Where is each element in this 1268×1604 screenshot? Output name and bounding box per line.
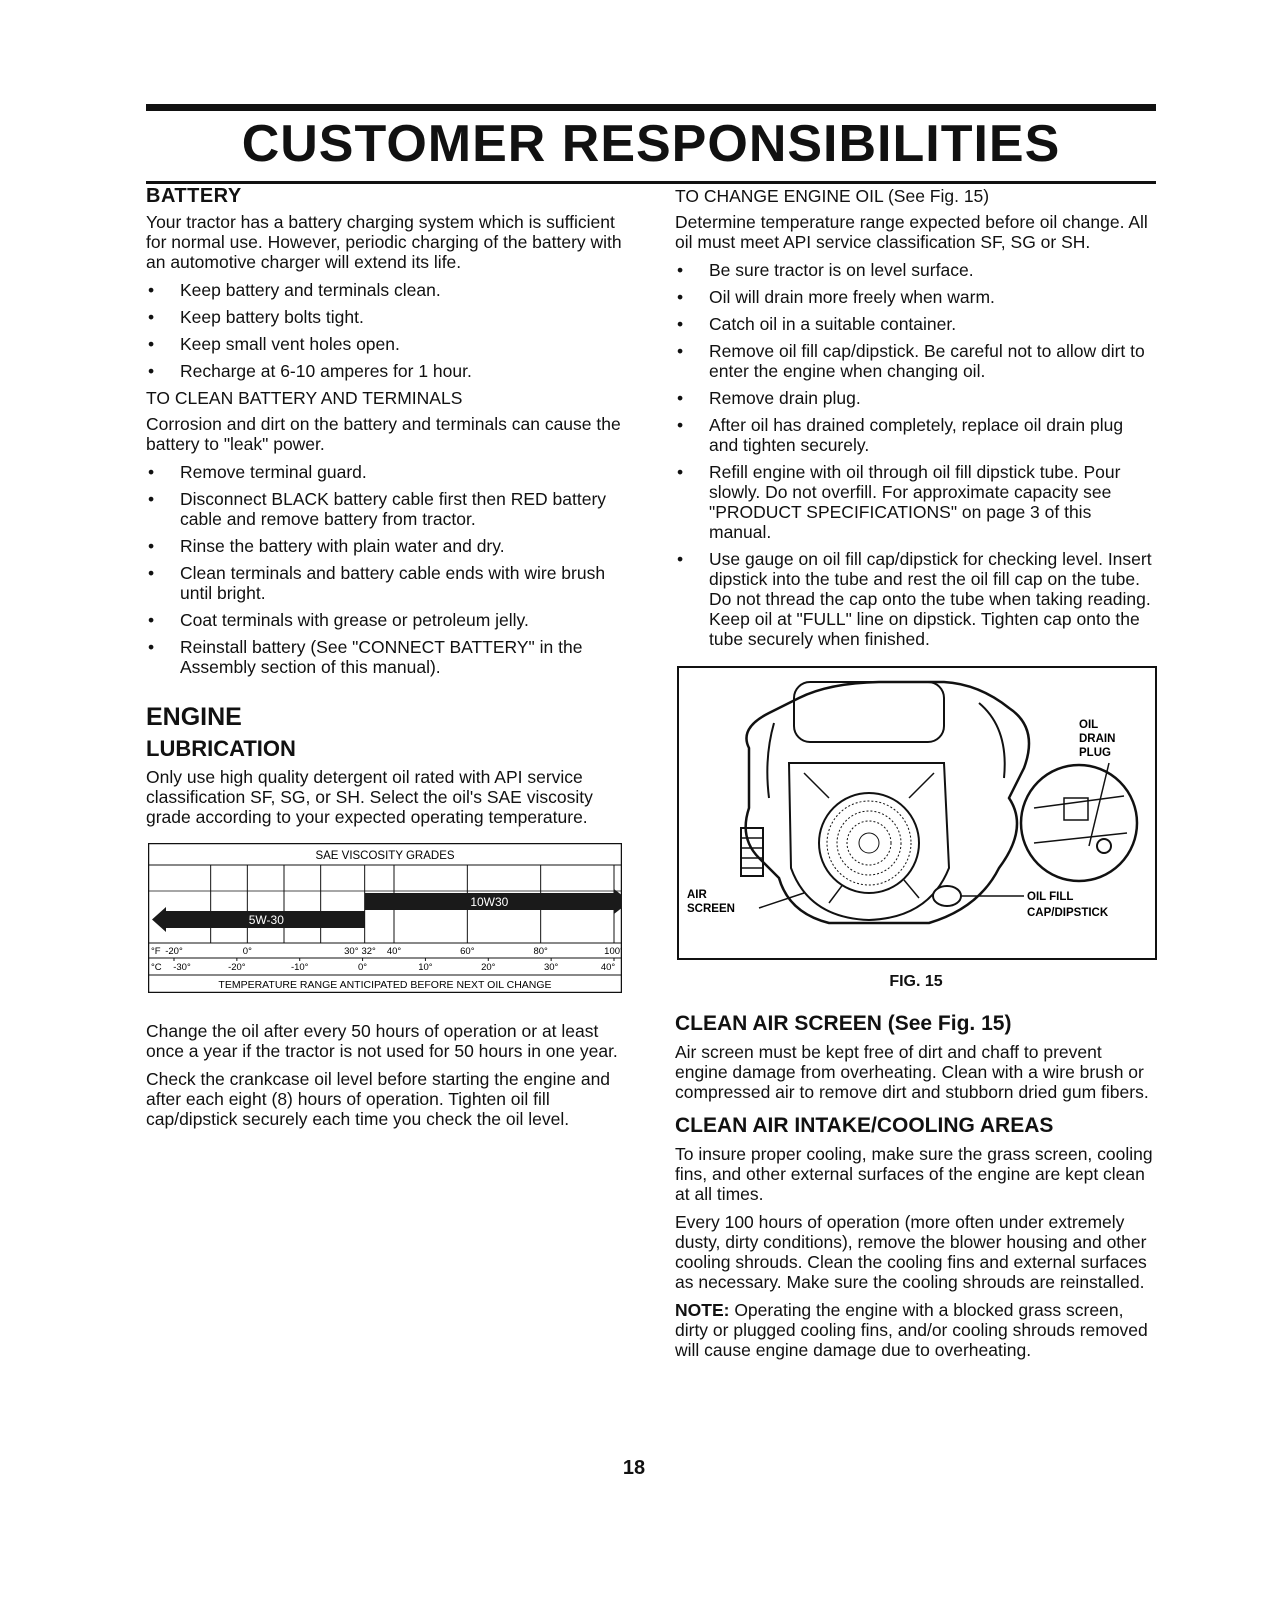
list-item: • Catch oil in a suitable container. xyxy=(675,314,1157,334)
list-item: • Keep small vent holes open. xyxy=(146,334,630,354)
fahrenheit-tick: 100° xyxy=(604,946,622,957)
intake-note xyxy=(675,1300,1157,1360)
oil-fill-label-2: CAP/DIPSTICK xyxy=(1027,907,1109,919)
list-item: • Refill engine with oil through oil fill dipstick tube. Pour slowly. Do not overfill. For approximate capacity see "PRODUCT SPECIFICATIONS" on page 3 of this manual. xyxy=(675,462,1157,542)
intake-heading: CLEAN AIR INTAKE/COOLING AREAS xyxy=(675,1114,1054,1137)
note-label: NOTE: xyxy=(675,1300,730,1320)
battery-bullets xyxy=(146,280,630,381)
right-column xyxy=(675,186,1157,1368)
list-item: • Reinstall battery (See "CONNECT BATTERY" in the Assembly section of this manual). xyxy=(146,637,630,677)
note-text: Operating the engine with a blocked grass screen, dirty or plugged cooling fins, and/or cooling shrouds removed will cause engine damage due to overheating. xyxy=(675,1300,1148,1360)
chart-xlabel: TEMPERATURE RANGE ANTICIPATED BEFORE NEXT OIL CHANGE xyxy=(218,979,552,991)
list-item: • Recharge at 6-10 amperes for 1 hour. xyxy=(146,361,630,381)
oil-change-interval-text: Change the oil after every 50 hours of operation or at least once a year if the tractor is not used for 50 hours in one year. xyxy=(146,1021,618,1061)
celsius-tick: 30° xyxy=(543,962,559,973)
celsius-tick: -10° xyxy=(290,962,309,973)
air-screen-heading: CLEAN AIR SCREEN (See Fig. 15) xyxy=(675,1012,1012,1035)
list-item: • Clean terminals and battery cable ends with wire brush until bright. xyxy=(146,563,630,603)
fahrenheit-tick: 40° xyxy=(386,946,402,957)
change-oil-heading: TO CHANGE ENGINE OIL (See Fig. 15) xyxy=(675,186,990,206)
viscosity-chart xyxy=(148,843,622,993)
list-item: • Keep battery and terminals clean. xyxy=(146,280,630,300)
air-screen-label-2: SCREEN xyxy=(687,903,735,915)
hose xyxy=(767,723,774,798)
celsius-tick: 20° xyxy=(481,962,496,973)
celsius-tick: 10° xyxy=(418,962,433,973)
list-item: • Be sure tractor is on level surface. xyxy=(675,260,1157,280)
oil-check-text: Check the crankcase oil level before starting the engine and after each eight (8) hours of operation. Tighten oil fill cap/dipstick securely each time you check the oil level. xyxy=(146,1069,611,1129)
oil-drain-label-1: OIL xyxy=(1079,719,1099,731)
air-screen-mesh xyxy=(847,821,891,865)
fahrenheit-tick: 0° xyxy=(242,946,252,957)
fahrenheit-unit: °F xyxy=(151,946,161,957)
housing-line xyxy=(904,880,919,898)
change-oil-bullets xyxy=(675,260,1157,649)
celsius-tick: 0° xyxy=(358,962,368,973)
celsius-unit: °C xyxy=(151,962,162,973)
figure-caption: FIG. 15 xyxy=(889,973,943,990)
fahrenheit-tick: -20° xyxy=(165,946,183,957)
clean-battery-bullets xyxy=(146,462,630,677)
battery-heading: BATTERY xyxy=(146,185,242,207)
celsius-tick: -20° xyxy=(228,962,246,973)
change-oil-intro: Determine temperature range expected before oil change. All oil must meet API service classification SF, SG or SH. xyxy=(675,212,1148,252)
clean-battery-intro: Corrosion and dirt on the battery and terminals can cause the battery to "leak" power. xyxy=(146,414,621,454)
page-title: CUSTOMER RESPONSIBILITIES xyxy=(241,115,1061,173)
intake-text-1: To insure proper cooling, make sure the grass screen, cooling fins, and other external surfaces of the engine are kept clean at all times. xyxy=(675,1144,1153,1204)
bar-label: 5W-30 xyxy=(248,913,284,927)
list-item: • After oil has drained completely, replace oil drain plug and tighten securely. xyxy=(675,415,1157,455)
lubrication-text: Only use high quality detergent oil rated with API service classification SF, SG, or SH. Select the oil's SAE viscosity grade according to your expected operating temperature. xyxy=(146,767,593,827)
top-rule xyxy=(146,104,1156,111)
oil-drain-label-2: DRAIN xyxy=(1079,733,1116,745)
celsius-tick: -30° xyxy=(173,962,191,973)
housing-line xyxy=(909,773,934,798)
cooling-fins xyxy=(741,828,763,876)
battery-intro: Your tractor has a battery charging system which is sufficient for normal use. However, periodic charging of the battery with an automotive charger will extend its life. xyxy=(146,212,622,272)
engine-figure xyxy=(677,666,1157,960)
lubrication-heading: LUBRICATION xyxy=(146,736,296,761)
title-rule xyxy=(146,181,1156,184)
list-item: • Oil will drain more freely when warm. xyxy=(675,287,1157,307)
oil-fill-label-1: OIL FILL xyxy=(1027,891,1074,903)
intake-text-2: Every 100 hours of operation (more often under extremely dusty, dirty conditions), remove the blower housing and other cooling shrouds. Clean the cooling fins and external surfaces as necessary. Make sure the cooling shrouds are reinstalled. xyxy=(675,1212,1147,1292)
list-item: • Keep battery bolts tight. xyxy=(146,307,630,327)
list-item: • Remove terminal guard. xyxy=(146,462,630,482)
list-item: • Use gauge on oil fill cap/dipstick for checking level. Insert dipstick into the tube and rest the oil fill cap on the tube. Do not thread the cap onto the tube when taking reading. Keep oil at "FULL" line on dipstick. Tighten cap onto the tube securely when finished. xyxy=(675,549,1157,649)
oil-fill-cap xyxy=(933,886,961,906)
air-screen-label-1: AIR xyxy=(687,889,707,901)
drain-plug-detail xyxy=(1021,765,1137,881)
list-item: • Remove oil fill cap/dipstick. Be careful not to allow dirt to enter the engine when changing oil. xyxy=(675,341,1157,381)
air-screen-text: Air screen must be kept free of dirt and chaff to prevent engine damage from overheating. Clean with a wire brush or compressed air to remove dirt and stubborn dried gum fibers. xyxy=(675,1042,1149,1102)
celsius-tick: 40° xyxy=(600,962,616,973)
bar-label: 10W30 xyxy=(470,895,509,909)
housing-line xyxy=(804,773,829,798)
fahrenheit-tick: 32° xyxy=(361,946,376,957)
list-item: • Remove drain plug. xyxy=(675,388,1157,408)
list-item: • Coat terminals with grease or petroleum jelly. xyxy=(146,610,630,630)
list-item: • Disconnect BLACK battery cable first then RED battery cable and remove battery from tractor. xyxy=(146,489,630,529)
list-item: • Rinse the battery with plain water and dry. xyxy=(146,536,630,556)
fahrenheit-tick: 60° xyxy=(460,946,475,957)
chart-title: SAE VISCOSITY GRADES xyxy=(315,850,455,862)
oil-drain-label-3: PLUG xyxy=(1079,747,1111,759)
clean-battery-heading: TO CLEAN BATTERY AND TERMINALS xyxy=(146,388,463,408)
page-number: 18 xyxy=(622,1457,646,1479)
fahrenheit-tick: 80° xyxy=(533,946,548,957)
fahrenheit-tick: 30° xyxy=(344,946,359,957)
engine-heading: ENGINE xyxy=(146,703,242,731)
left-column xyxy=(146,186,630,1137)
hose xyxy=(979,703,1005,778)
